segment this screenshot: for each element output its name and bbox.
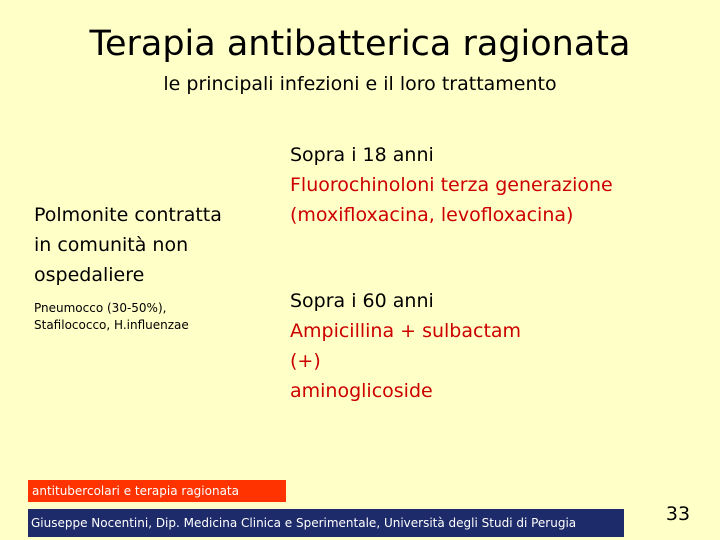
drug-line: (+) <box>290 350 321 372</box>
pathogens-list <box>34 300 274 334</box>
condition-block <box>34 200 274 334</box>
slide-title: Terapia antibatterica ragionata <box>89 24 631 64</box>
section-tag: antitubercolari e terapia ragionata <box>28 480 286 502</box>
treatment-block-over-18 <box>290 140 710 230</box>
age-group-label: Sopra i 18 anni <box>290 144 434 166</box>
condition-line: ospedaliere <box>34 264 145 286</box>
pathogens-line: Pneumocco (30-50%), <box>34 301 167 315</box>
slide-subtitle: le principali infezioni e il loro trattamento <box>163 73 557 95</box>
drug-line: Ampicillina + sulbactam <box>290 320 522 342</box>
condition-line: Polmonite contratta <box>34 204 222 226</box>
page-number: 33 <box>665 503 691 525</box>
drug-line: (moxifloxacina, levofloxacina) <box>290 204 574 226</box>
age-group-label: Sopra i 60 anni <box>290 290 434 312</box>
condition-name <box>34 200 274 290</box>
footer-credit: Giuseppe Nocentini, Dip. Medicina Clinica e Sperimentale, Università degli Studi di Perugia <box>28 509 624 537</box>
drug-line: Fluorochinoloni terza generazione <box>290 174 613 196</box>
condition-line: in comunità non <box>34 234 189 256</box>
drug-line: aminoglicoside <box>290 380 433 402</box>
treatment-block-over-60 <box>290 286 710 406</box>
pathogens-line: Stafilococco, H.influenzae <box>34 318 189 332</box>
